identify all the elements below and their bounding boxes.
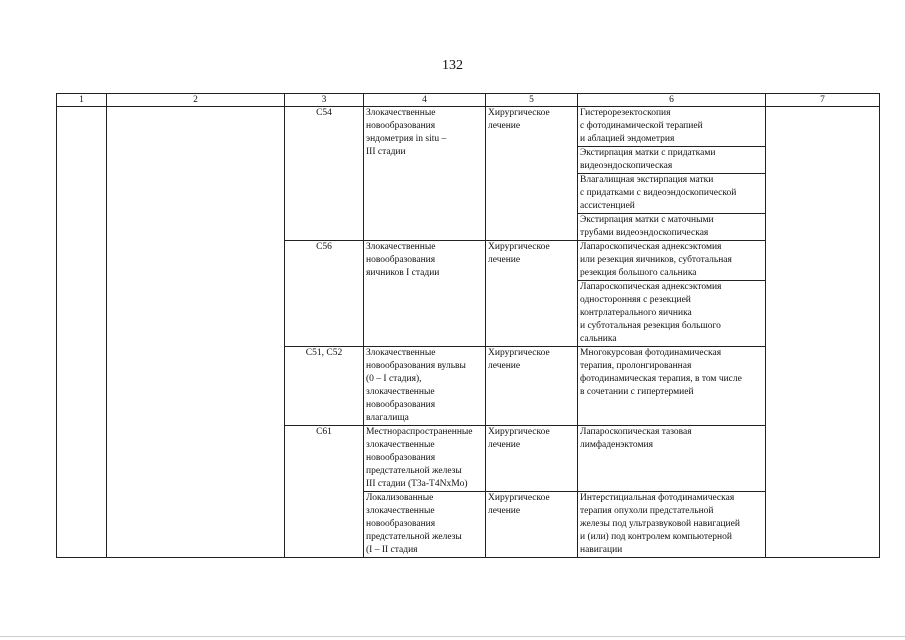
method-cell: Многокурсовая фотодинамическая терапия, пролонгированная фотодинамическая терапия, в том числе в сочетании с гипертермией <box>578 347 766 426</box>
column-number: 3 <box>285 94 364 107</box>
column-number: 5 <box>486 94 578 107</box>
diagnosis-cell: Злокачественные новообразования вульвы (0 – I стадия), злокачественные новообразования влагалища <box>364 347 486 426</box>
empty-cell-col7 <box>766 107 880 558</box>
icd-code-cell: C51, C52 <box>285 347 364 426</box>
empty-cell-col2 <box>107 107 285 558</box>
icd-code-cell <box>285 492 364 558</box>
diagnosis-cell: Местнораспространенные злокачественные новообразования предстательной железы III стадии (T3a-T4NxMo) <box>364 426 486 492</box>
column-number: 6 <box>578 94 766 107</box>
method-cell: Интерстициальная фотодинамическая терапия опухоли предстательной железы под ультразвуковой навигацией и (или) под контролем компьютерной навигации <box>578 492 766 558</box>
method-cell: Экстирпация матки с маточными трубами видеоэндоскопическая <box>578 214 766 241</box>
column-number: 7 <box>766 94 880 107</box>
column-number: 2 <box>107 94 285 107</box>
method-cell: Лапароскопическая аднексэктомия или резекция яичников, субтотальная резекция большого сальника <box>578 241 766 281</box>
method-cell: Гистерорезектоскопия с фотодинамической терапией и аблацией эндометрия <box>578 107 766 147</box>
treatment-type-cell: Хирургическое лечение <box>486 426 578 492</box>
column-number: 1 <box>57 94 107 107</box>
treatment-type-cell: Хирургическое лечение <box>486 492 578 558</box>
empty-cell-col1 <box>57 107 107 558</box>
method-cell: Лапароскопическая аднексэктомия односторонняя с резекцией контрлатерального яичника и субтотальная резекция большого сальника <box>578 281 766 347</box>
icd-code-cell: C56 <box>285 241 364 347</box>
icd-code-cell: C54 <box>285 107 364 241</box>
table-row <box>57 107 880 147</box>
scan-edge <box>0 636 905 637</box>
diagnosis-cell: Локализованные злокачественные новообразования предстательной железы (I – II стадия <box>364 492 486 558</box>
diagnosis-cell: Злокачественные новообразования эндометрия in situ – III стадии <box>364 107 486 241</box>
method-cell: Лапароскопическая тазовая лимфаденэктомия <box>578 426 766 492</box>
column-number: 4 <box>364 94 486 107</box>
treatment-type-cell: Хирургическое лечение <box>486 241 578 347</box>
page-number: 132 <box>442 58 463 73</box>
treatment-type-cell: Хирургическое лечение <box>486 107 578 241</box>
icd-code-cell: C61 <box>285 426 364 492</box>
method-cell: Экстирпация матки с придатками видеоэндоскопическая <box>578 147 766 174</box>
diagnosis-cell: Злокачественные новообразования яичников I стадии <box>364 241 486 347</box>
column-number-row <box>57 94 880 107</box>
procedures-table <box>56 93 880 558</box>
method-cell: Влагалищная экстирпация матки с придатками с видеоэндоскопической ассистенцией <box>578 174 766 214</box>
treatment-type-cell: Хирургическое лечение <box>486 347 578 426</box>
